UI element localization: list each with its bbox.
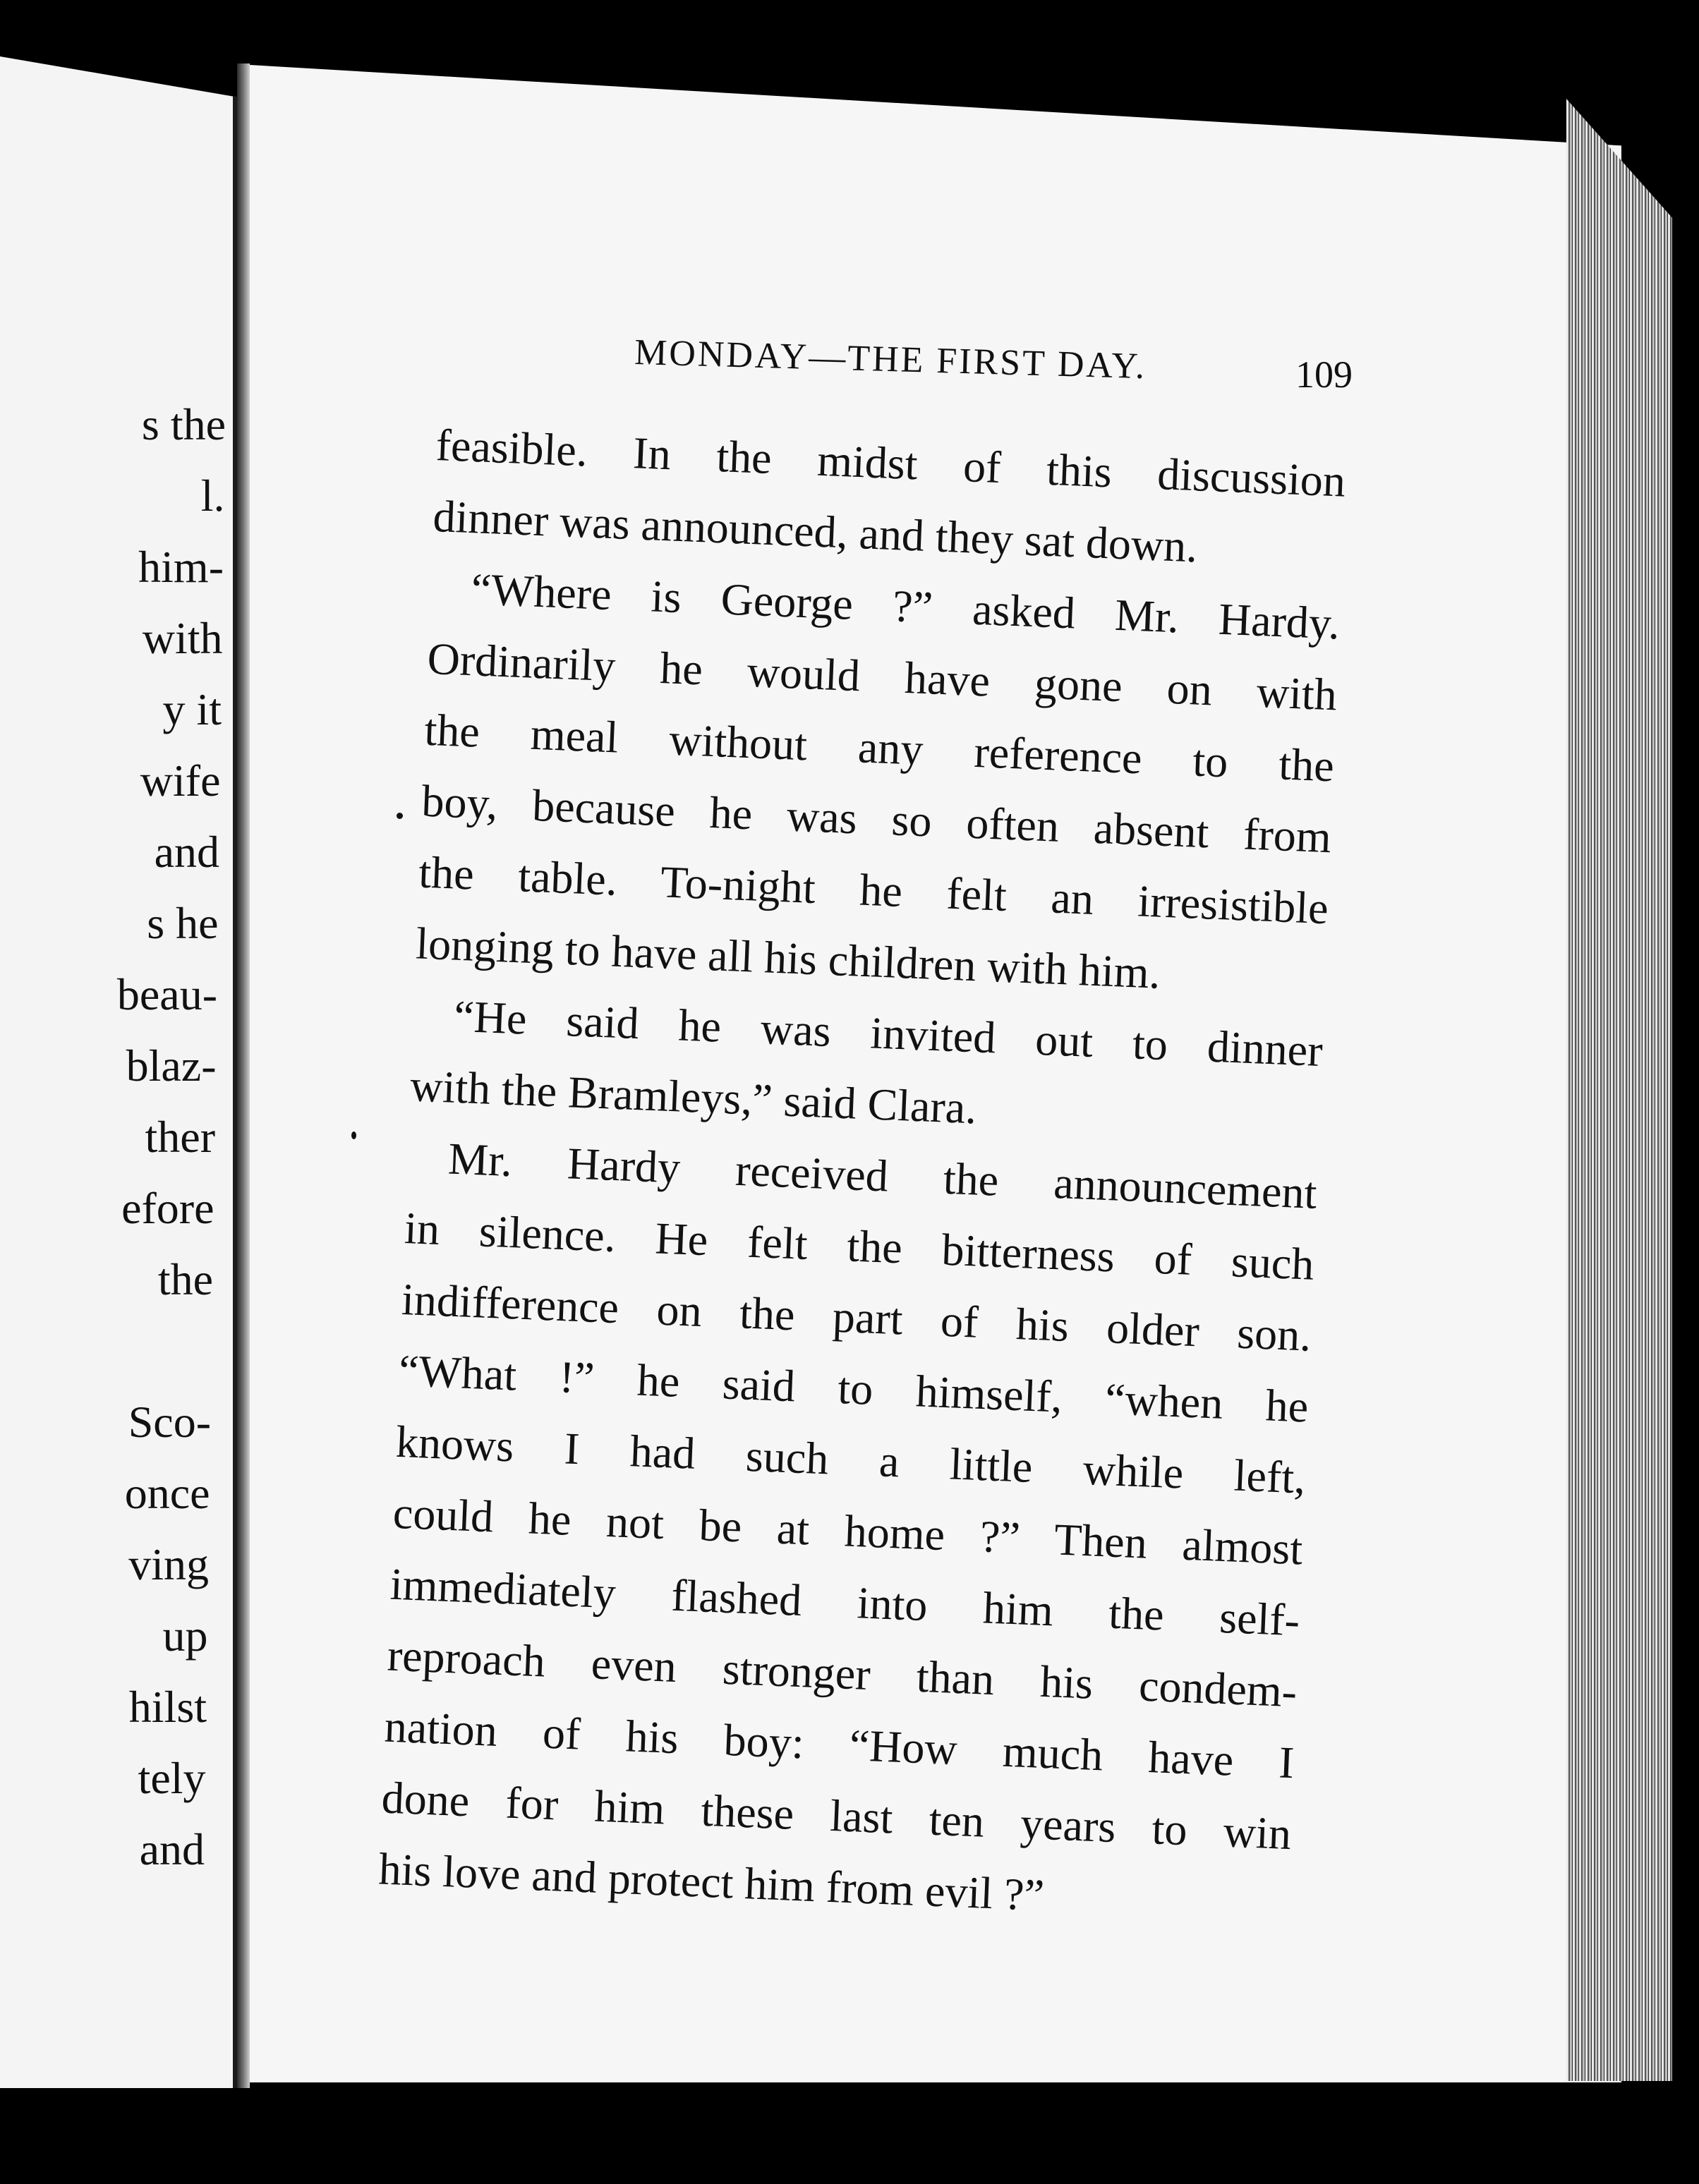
body-line: in silence. He felt the bitterness of such xyxy=(403,1203,1315,1290)
body-line: immediately flashed into him the self- xyxy=(389,1558,1301,1646)
left-page-fragment: Sco- xyxy=(128,1397,211,1447)
body-line: feasible. In the midst of this discussion xyxy=(435,419,1347,506)
page-edges xyxy=(1566,99,1672,2081)
left-page-fragment: s the xyxy=(141,399,226,449)
body-line: Mr. Hardy received the announcement xyxy=(447,1133,1318,1218)
body-text xyxy=(377,409,1347,1941)
body-line: knows I had such a little while left, xyxy=(394,1416,1307,1503)
body-line: longing to have all his children with him. xyxy=(415,918,1162,998)
body-line: with the Bramleys,” said Clara. xyxy=(409,1060,978,1134)
left-page-fragment: tely xyxy=(138,1753,206,1803)
left-page-fragment: him- xyxy=(138,542,224,592)
left-page-fragment: efore xyxy=(121,1183,214,1233)
left-page-fragment: l. xyxy=(200,471,225,521)
left-page-fragment: s he xyxy=(147,898,219,948)
body-line: could he not be at home ?” Then almost xyxy=(392,1487,1304,1575)
page-number: 109 xyxy=(1295,353,1353,396)
left-page-fragment: and xyxy=(139,1824,205,1874)
body-line: boy, because he was so often absent from xyxy=(421,775,1333,863)
body-line: the meal without any reference to the xyxy=(423,704,1336,791)
body-line: “What !” he said to himself, “when he xyxy=(397,1345,1310,1432)
left-page-fragment: blaz- xyxy=(126,1041,217,1091)
ink-speck xyxy=(351,1132,356,1139)
body-line: reproach even stronger than his condem- xyxy=(386,1630,1298,1717)
left-page-fragment: with xyxy=(142,613,223,663)
body-line: indifference on the part of his older son. xyxy=(400,1274,1312,1361)
left-page-fragment: up xyxy=(162,1610,208,1661)
left-page-fragment: beau- xyxy=(116,969,217,1019)
body-line: nation of his boy: “How much have I xyxy=(383,1701,1295,1788)
body-line: his love and protect him from evil ?” xyxy=(377,1843,1046,1921)
book-gutter xyxy=(237,63,250,2088)
left-page-fragment: wife xyxy=(140,756,221,806)
ink-speck xyxy=(397,813,403,819)
left-page-fragment: hilst xyxy=(128,1682,207,1732)
left-page-fragment: once xyxy=(124,1468,210,1518)
body-line: dinner was announced, and they sat down. xyxy=(432,490,1199,572)
left-page-fragment: ther xyxy=(145,1112,215,1162)
left-page-fragment: and xyxy=(154,827,219,877)
left-page-fragment: the xyxy=(157,1254,213,1304)
body-line: “He said he was invited out to dinner xyxy=(453,990,1324,1076)
body-line: done for him these last ten years to win xyxy=(380,1772,1293,1860)
running-head: MONDAY—THE FIRST DAY. xyxy=(634,332,1147,387)
left-page-fragment: y it xyxy=(162,684,222,734)
body-line: “Where is George ?” asked Mr. Hardy. xyxy=(470,564,1341,649)
body-line: the table. To-night he felt an irresistible xyxy=(418,847,1330,934)
body-line: Ordinarily he would have gone on with xyxy=(426,633,1338,720)
left-page-fragment: ving xyxy=(128,1539,209,1589)
